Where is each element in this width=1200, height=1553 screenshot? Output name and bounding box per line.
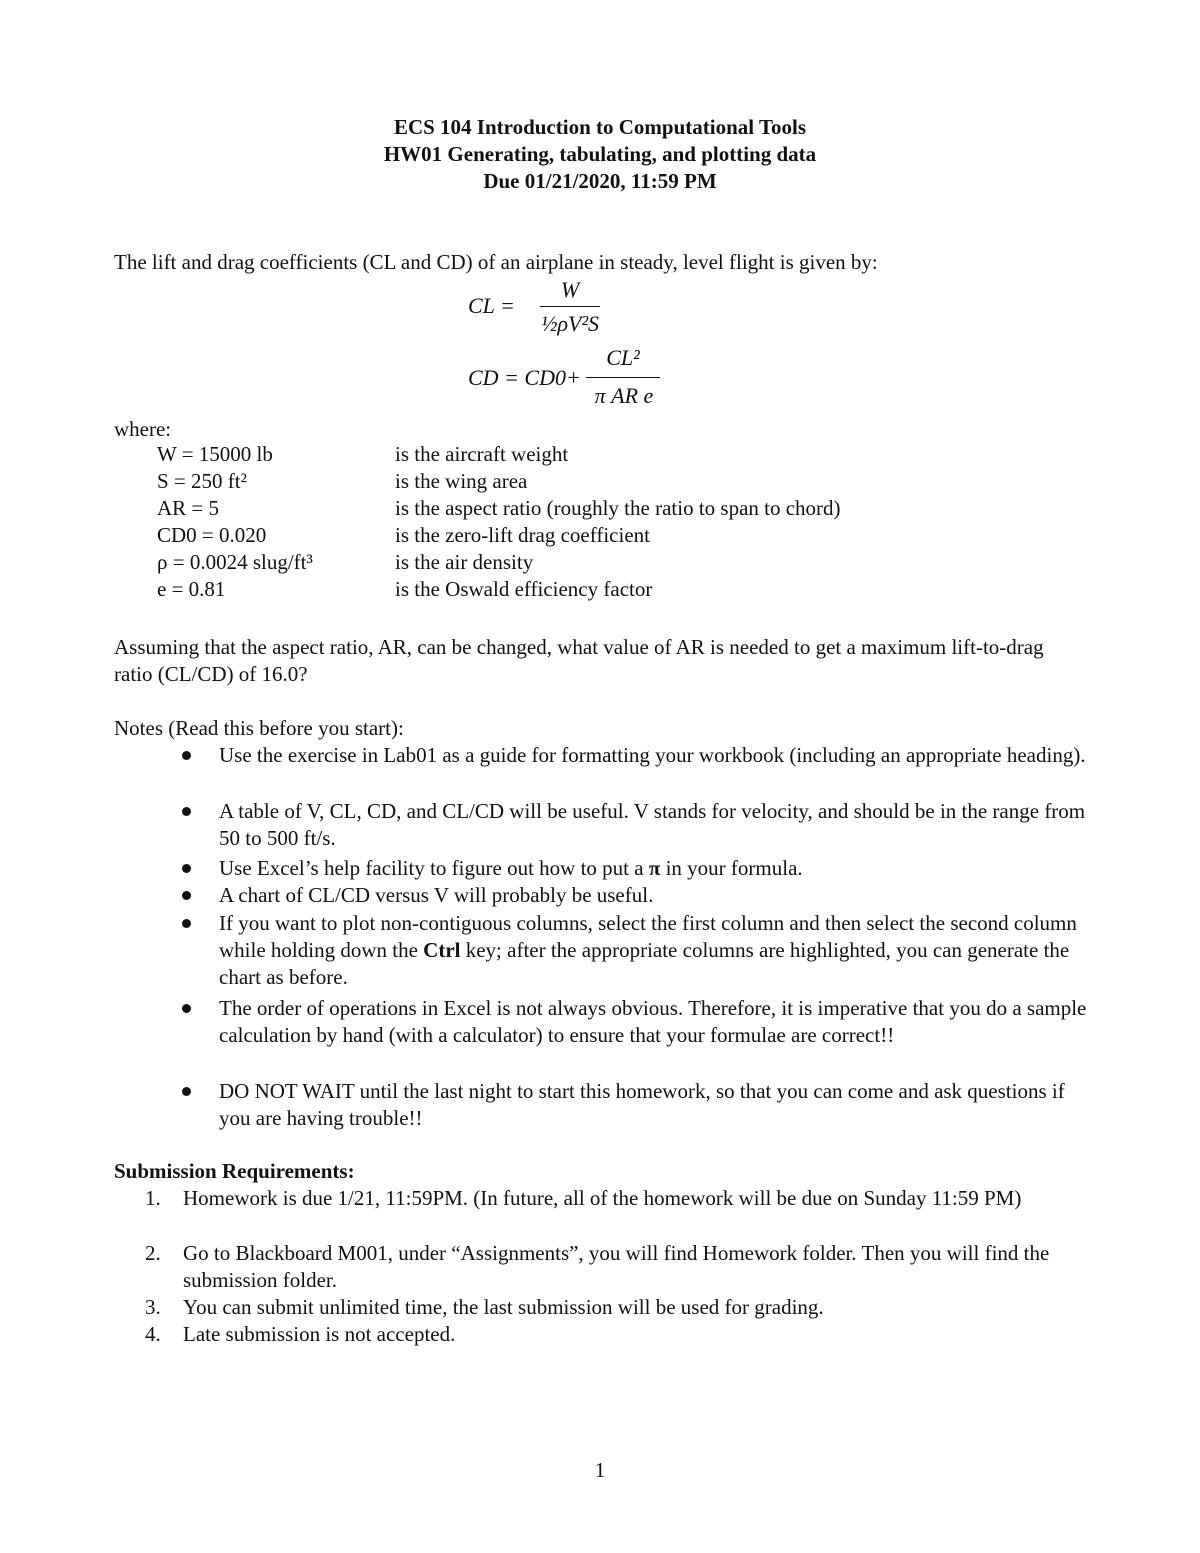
where-label: where: [114, 417, 172, 441]
variable-desc: is the Oswald efficiency factor [395, 577, 653, 601]
variable-name: S = 250 ft² [157, 469, 247, 493]
list-text: Go to Blackboard M001, under “Assignments”, you will find Homework folder. Then you will find the submission folder. [183, 1241, 1050, 1292]
variable-name: ρ = 0.0024 slug/ft³ [157, 550, 313, 574]
note-text: A table of V, CL, CD, and CL/CD will be useful. V stands for velocity, and should be in the range from 50 to 500 ft/s. [219, 799, 1086, 850]
pi-symbol: π [648, 856, 661, 880]
list-number: 3. [145, 1295, 161, 1319]
note-text: The order of operations in Excel is not always obvious. Therefore, it is imperative that you do a sample calculation by hand (with a calculator) to ensure that your formulae are correct!! [219, 996, 1087, 1047]
list-number: 4. [145, 1322, 161, 1346]
formula-cd [0, 0, 1200, 420]
formula-cl-denominator: ½ρV²S [540, 311, 600, 336]
list-number: 1. [145, 1186, 161, 1210]
formula-cd-fraction-bar [586, 377, 660, 378]
variable-name: AR = 5 [157, 496, 220, 520]
variable-desc: is the aircraft weight [395, 442, 569, 466]
variable-desc: is the aspect ratio (roughly the ratio to span to chord) [395, 496, 841, 520]
variable-desc: is the air density [395, 550, 534, 574]
bullet-icon [182, 864, 191, 873]
variable-name: e = 0.81 [157, 577, 226, 601]
intro-paragraph: The lift and drag coefficients (CL and CD) of an airplane in steady, level flight is given by: [114, 250, 878, 274]
formula-cd-denominator: π AR e [594, 383, 654, 408]
bullet-icon [182, 891, 191, 900]
variable-desc: is the zero-lift drag coefficient [395, 523, 650, 547]
submission-heading: Submission Requirements: [114, 1159, 355, 1183]
variable-name: CD0 = 0.020 [157, 523, 267, 547]
page-number: 1 [594, 1458, 606, 1482]
note-text: key; after the appropriate columns are highlighted, you can generate the chart as before. [219, 938, 1070, 989]
note-text: If you want to plot non-contiguous columns, select the first column and then select the second column while holding down the [219, 911, 1077, 962]
note-text: A chart of CL/CD versus V will probably be useful. [219, 883, 654, 907]
note-text: Use the exercise in Lab01 as a guide for formatting your workbook (including an appropriate heading). [219, 743, 1086, 767]
formula-cd-lhs: CD = CD0+ [468, 365, 581, 390]
variable-desc: is the wing area [395, 469, 528, 493]
bullet-icon [182, 1087, 191, 1096]
assignment-title: HW01 Generating, tabulating, and plotting data [383, 142, 817, 166]
notes-heading: Notes (Read this before you start): [114, 716, 404, 740]
formula-cl-numerator: W [560, 277, 580, 302]
variable-name: W = 15000 lb [157, 442, 273, 466]
note-text: Use Excel’s help facility to figure out how to put a [219, 856, 649, 880]
ctrl-key-label: Ctrl [423, 938, 461, 962]
list-text: Homework is due 1/21, 11:59PM. (In future, all of the homework will be due on Sunday 11:59 PM) [183, 1186, 1022, 1210]
formula-cd-numerator: CL² [606, 345, 640, 370]
bullet-icon [182, 807, 191, 816]
note-text: DO NOT WAIT until the last night to start this homework, so that you can come and ask questions if you are having trouble!! [219, 1079, 1065, 1130]
due-date: Due 01/21/2020, 11:59 PM [483, 169, 717, 193]
bullet-icon [182, 919, 191, 928]
list-text: Late submission is not accepted. [183, 1322, 456, 1346]
bullet-icon [182, 751, 191, 760]
formula-cl-lhs: CL = [468, 293, 515, 318]
question-paragraph: Assuming that the aspect ratio, AR, can be changed, what value of AR is needed to get a maximum lift-to-drag ratio (CL/CD) of 16.0? [114, 635, 1044, 686]
list-text: You can submit unlimited time, the last submission will be used for grading. [183, 1295, 824, 1319]
bullet-icon [182, 1004, 191, 1013]
list-number: 2. [145, 1241, 161, 1265]
course-title: ECS 104 Introduction to Computational Tools [393, 115, 807, 139]
note-text: in your formula. [660, 856, 803, 880]
